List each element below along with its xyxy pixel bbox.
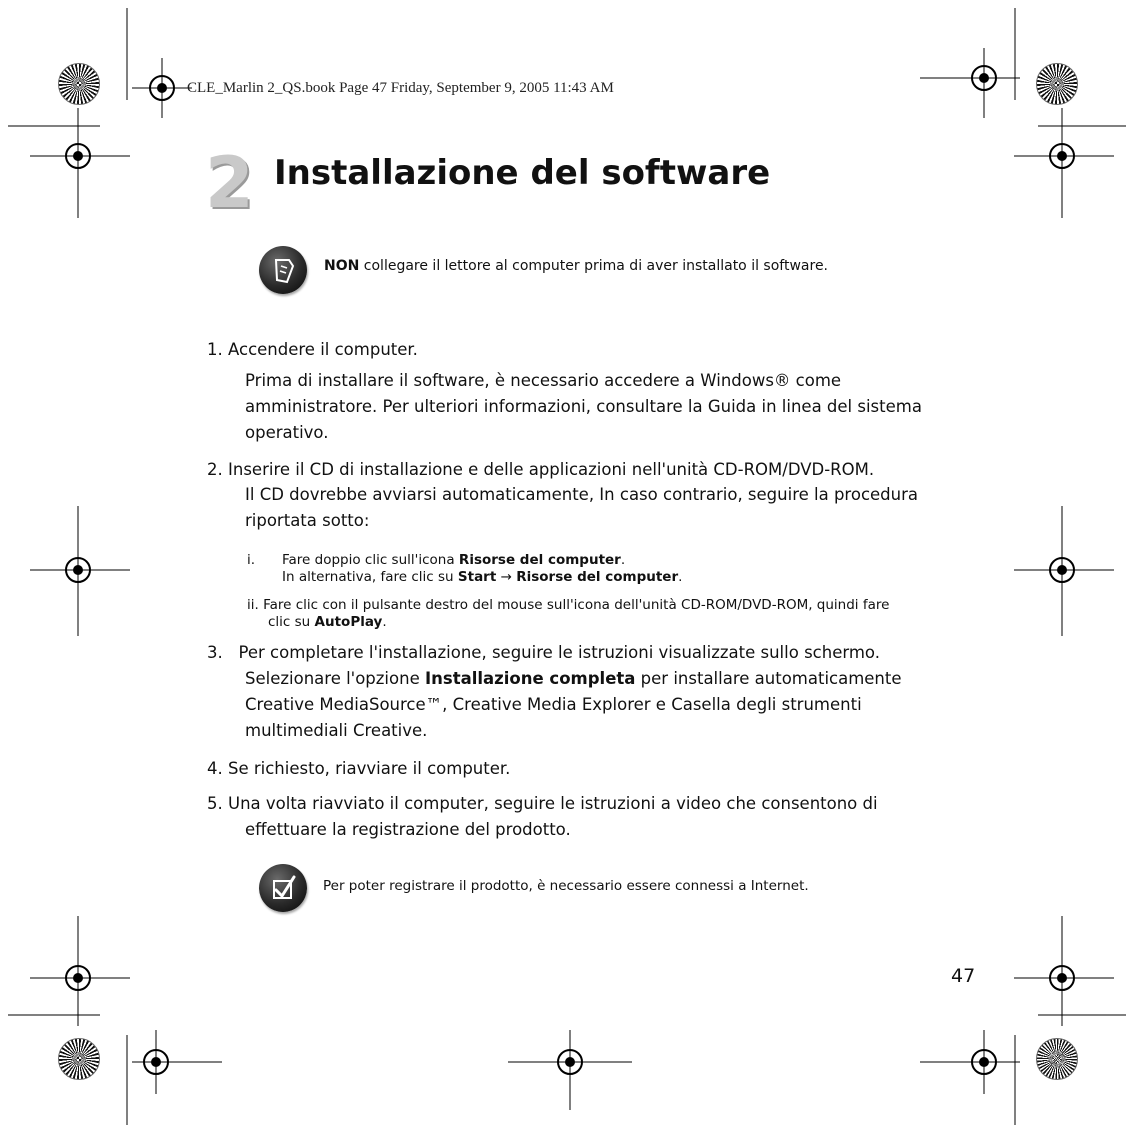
- note-top-text: [324, 258, 828, 274]
- note-pen-icon: [259, 246, 307, 294]
- step-2-body: [245, 482, 918, 534]
- step-5-label: 5.: [207, 794, 223, 813]
- step-2-title: Inserire il CD di installazione e delle applicazioni nell'unità CD-ROM/DVD-ROM.: [228, 460, 875, 479]
- step-5-body-line: effettuare la registrazione del prodotto.: [245, 820, 571, 839]
- step-1-body-line: amministratore. Per ulteriori informazioni, consultare la Guida in linea del sistema: [245, 397, 922, 416]
- crosshair-target-icon: [1014, 506, 1114, 636]
- checkmark-icon: [259, 864, 307, 912]
- step-1-body: [245, 368, 922, 446]
- step-4: [207, 756, 510, 782]
- step-3-title: Per completare l'installazione, seguire le istruzioni visualizzate sullo schermo.: [238, 643, 880, 662]
- crosshair-target-icon: [1014, 916, 1114, 1026]
- step-3-label: 3.: [207, 643, 223, 662]
- note-bottom-text: Per poter registrare il prodotto, è necessario essere connessi a Internet.: [323, 878, 809, 894]
- crosshair-target-icon: [920, 48, 1020, 118]
- step-1-body-line: operativo.: [245, 423, 329, 442]
- step-1-label: 1.: [207, 340, 223, 359]
- step-3: [207, 640, 880, 666]
- step-5-body: [245, 817, 571, 843]
- substep-ii: ii. Fare clic con il pulsante destro del mouse sull'icona dell'unità CD-ROM/DVD-ROM, quindi fare clic su AutoPlay.: [247, 597, 890, 630]
- crosshair-target-icon: [132, 1030, 222, 1094]
- starburst-mark-icon: [1036, 1038, 1078, 1080]
- autoplay-term: AutoPlay: [314, 614, 383, 630]
- starburst-mark-icon: [1036, 63, 1078, 105]
- arrow-right-icon: →: [496, 569, 517, 585]
- substep-ii-label: ii.: [247, 597, 259, 613]
- full-install-term: Installazione completa: [424, 669, 636, 688]
- step-3-body: Selezionare l'opzione Installazione completa per installare automaticamente Creative MediaSource™, Creative Media Explorer e Casella degli strumenti multimediali Creative.: [245, 666, 902, 744]
- crosshair-target-icon: [30, 506, 130, 636]
- step-5-title: Una volta riavviato il computer, seguire le istruzioni a video che consentono di: [228, 794, 878, 813]
- starburst-mark-icon: [58, 63, 100, 105]
- step-4-title: Se richiesto, riavviare il computer.: [228, 759, 511, 778]
- note-top-rest: collegare il lettore al computer prima di aver installato il software.: [359, 258, 829, 274]
- step-5: [207, 791, 878, 817]
- substep-i-label: i.: [247, 552, 256, 568]
- starburst-mark-icon: [58, 1038, 100, 1080]
- step-2-body-line: riportata sotto:: [245, 511, 370, 530]
- step-1-title: Accendere il computer.: [228, 340, 418, 359]
- chapter-number: 2: [205, 142, 254, 224]
- start-term: Start: [457, 569, 497, 585]
- page-number: 47: [951, 965, 976, 987]
- step-3-body-line: Creative MediaSource™, Creative Media Explorer e Casella degli strumenti: [245, 695, 862, 714]
- step-1: [207, 337, 418, 363]
- crosshair-target-icon: [30, 916, 130, 1026]
- book-header-line: CLE_Marlin 2_QS.book Page 47 Friday, September 9, 2005 11:43 AM: [187, 80, 614, 96]
- my-computer-term: Risorse del computer: [458, 552, 621, 568]
- step-3-body-line: multimediali Creative.: [245, 721, 428, 740]
- crosshair-target-icon: [132, 58, 192, 118]
- chapter-title: Installazione del software: [274, 153, 771, 193]
- step-1-body-line: Prima di installare il software, è necessario accedere a Windows® come: [245, 371, 842, 390]
- step-4-label: 4.: [207, 759, 223, 778]
- crosshair-target-icon: [508, 1030, 632, 1110]
- crosshair-target-icon: [30, 108, 130, 218]
- my-computer-term: Risorse del computer: [516, 569, 679, 585]
- crosshair-target-icon: [1014, 108, 1114, 218]
- step-2-body-line: Il CD dovrebbe avviarsi automaticamente, In caso contrario, seguire la procedura: [245, 485, 918, 504]
- substep-i: Fare doppio clic sull'icona Risorse del computer. In alternativa, fare clic su Start → Risorse del computer.: [282, 552, 683, 585]
- crosshair-target-icon: [920, 1030, 1020, 1094]
- note-top-bold: NON: [324, 258, 360, 274]
- step-2-label: 2.: [207, 460, 223, 479]
- step-2: [207, 457, 874, 483]
